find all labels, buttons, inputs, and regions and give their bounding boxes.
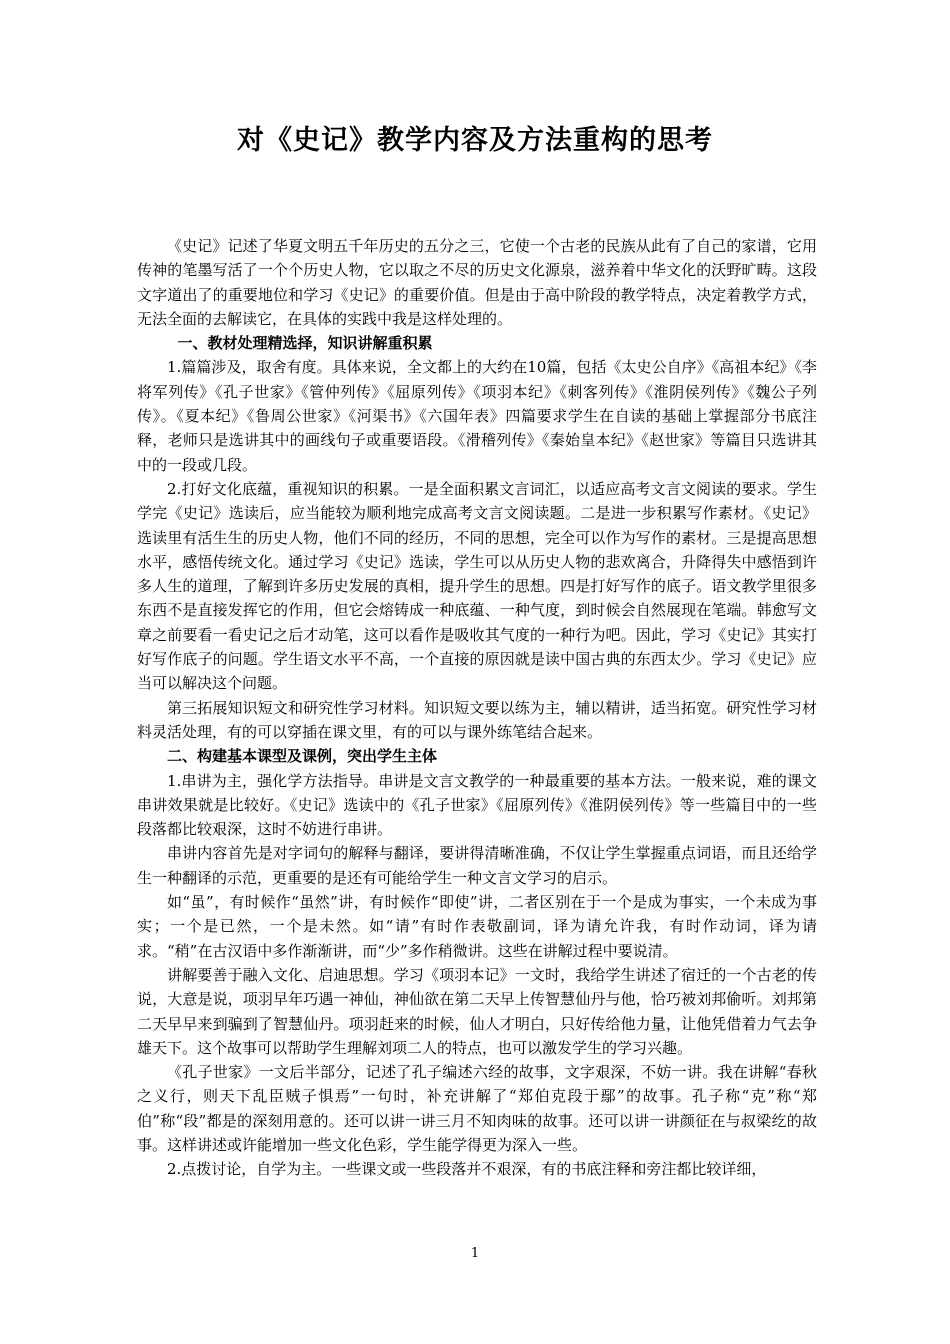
document-title: 对《史记》教学内容及方法重构的思考 <box>237 125 713 156</box>
page-number: 1 <box>470 1246 480 1261</box>
paragraph: 2.打好文化底蕴，重视知识的积累。一是全面积累文言词汇，以适应高考文言文阅读的要求。学生学完《史记》选读后，应当能较为顺利地完成高考文言文阅读题。二是进一步积累写作素材。《史记》选读里有活生生的历史人物，他们不同的经历，不同的思想，完全可以作为写作的素材。三是提高思想水平，感悟传统文化。通过学习《史记》选读，学生可以从历史人物的悲欢离合，升降得失中感悟到许多人生的道理，了解到许多历史发展的真相，提升学生的思想。四是打好写作的底子。语文教学里很多东西不是直接发挥它的作用，但它会熔铸成一种底蕴、一种气度，到时候会自然展现在笔端。韩愈写文章之前要看一看史记之后才动笔，这可以看作是吸收其气度的一种行为吧。因此，学习《史记》其实打好写作底子的问题。学生语文水平不高，一个直接的原因就是读中国古典的东西太少。学习《史记》应当可以解决这个问题。 <box>137 479 817 693</box>
section-heading-2: 二、构建基本课型及课例，突出学生主体 <box>167 747 438 766</box>
paragraph: 2.点拨讨论，自学为主。一些课文或一些段落并不艰深，有的书底注释和旁注都比较详细， <box>167 1160 767 1179</box>
paragraph: 《孔子世家》一文后半部分，记述了孔子编述六经的故事，文字艰深，不妨一讲。我在讲解“春秋之义行，则天下乱臣贼子惧焉”一句时，补充讲解了“郑伯克段于鄢”的故事。孔子称“克”称“郑伯”称“段”都是的深刻用意的。还可以讲一讲三月不知肉味的故事。还可以讲一讲颜征在与叔梁纥的故事。这样讲述或许能增加一些文化色彩，学生能学得更为深入一些。 <box>137 1063 817 1154</box>
section-heading-1: 一、教材处理精选择，知识讲解重积累 <box>177 334 433 353</box>
paragraph-intro: 《史记》记述了华夏文明五千年历史的五分之三，它使一个古老的民族从此有了自己的家谱，它用传神的笔墨写活了一个个历史人物，它以取之不尽的历史文化源泉，滋养着中华文化的沃野旷畴。这段文字道出了的重要地位和学习《史记》的重要价值。但是由于高中阶段的教学特点，决定着教学方式，无法全面的去解读它，在具体的实践中我是这样处理的。 <box>137 237 817 328</box>
paragraph: 讲解要善于融入文化、启迪思想。学习《项羽本记》一文时，我给学生讲述了宿迁的一个古老的传说，大意是说，项羽早年巧遇一神仙，神仙欲在第二天早上传智慧仙丹与他，恰巧被刘邦偷听。刘邦第二天早早来到骗到了智慧仙丹。项羽赶来的时候，仙人才明白，只好传给他力量，让他凭借着力气去争雄天下。这个故事可以帮助学生理解刘项二人的特点，也可以激发学生的学习兴趣。 <box>137 965 817 1057</box>
document-body <box>137 234 817 1182</box>
paragraph: 串讲内容首先是对字词句的解释与翻译，要讲得清晰准确，不仅让学生掌握重点词语，而且还给学生一种翻译的示范，更重要的是还有可能给学生一种文言文学习的启示。 <box>137 844 817 887</box>
paragraph: 如“虽”，有时候作“虽然”讲，有时候作“即使”讲，二者区别在于一个是成为事实，一个未成为事实；一个是已然，一个是未然。如“请”有时作表敬副词，译为请允许我，有时作动词，译为请求。“稍”在古汉语中多作渐渐讲，而“少”多作稍微讲。这些在讲解过程中要说清。 <box>137 893 817 960</box>
paragraph: 第三拓展知识短文和研究性学习材料。知识短文要以练为主，辅以精讲，适当拓宽。研究性学习材料灵活处理，有的可以穿插在课文里，有的可以与课外练笔结合起来。 <box>137 698 817 741</box>
paragraph: 1.串讲为主，强化学方法指导。串讲是文言文教学的一种最重要的基本方法。一般来说，难的课文串讲效果就是比较好。《史记》选读中的《孔子世家》《屈原列传》《淮阴侯列传》等一些篇目中的一些段落都比较艰深，这时不妨进行串讲。 <box>137 771 817 839</box>
paragraph: 1.篇篇涉及，取舍有度。具体来说，全文都上的大约在10篇，包括《太史公自序》《高祖本纪》《李将军列传》《孔子世家》《管仲列传》《屈原列传》《项羽本纪》《刺客列传》《淮阴侯列传》《魏公子列传》。《夏本纪》《鲁周公世家》《河渠书》《六国年表》四篇要求学生在自读的基础上掌握部分书底注释，老师只是选讲其中的画线句子或重要语段。《滑稽列传》《秦始皇本纪》《赵世家》等篇目只选讲其中的一段或几段。 <box>137 358 817 474</box>
